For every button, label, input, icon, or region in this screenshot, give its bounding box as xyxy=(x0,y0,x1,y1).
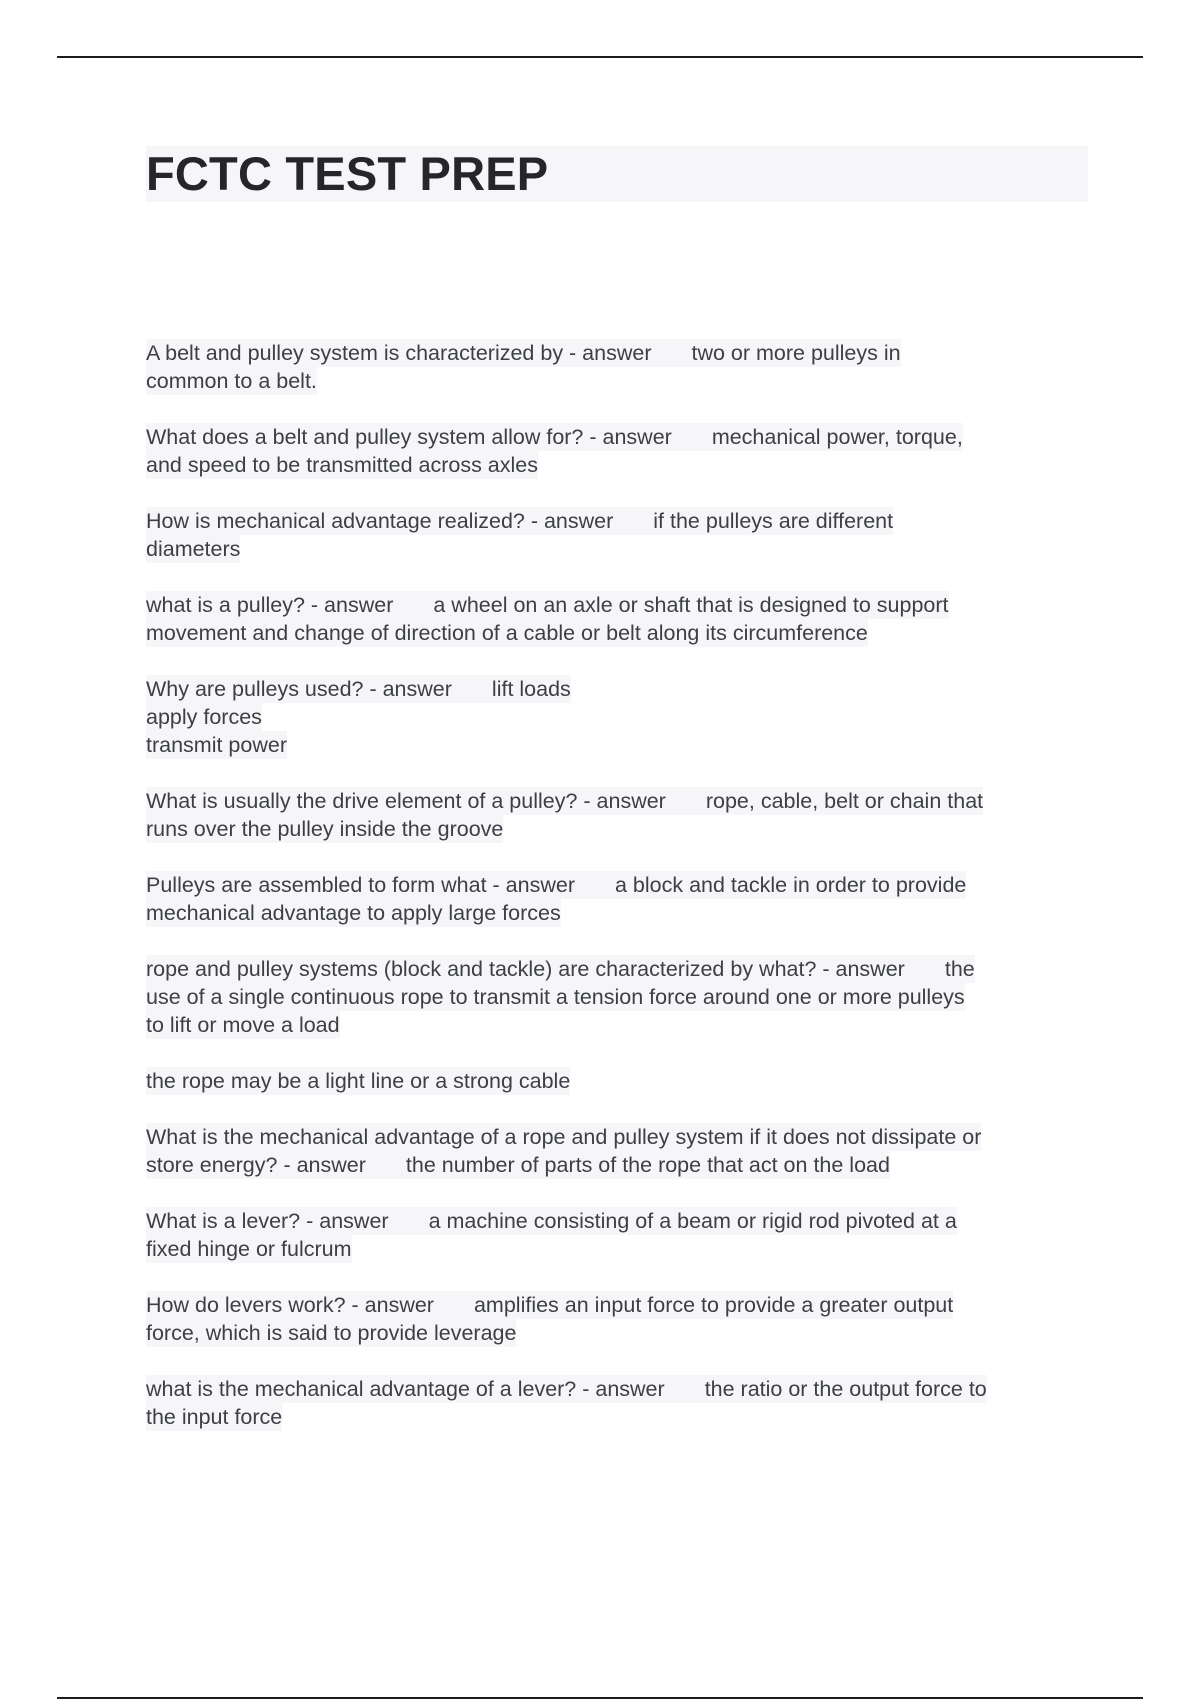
qa-item xyxy=(146,1123,1088,1179)
qa-item xyxy=(146,871,1088,927)
answer-continuation: diameters xyxy=(146,537,241,561)
answer-text: a block and tackle in order to provide xyxy=(614,873,967,897)
page-bottom-rule xyxy=(57,1697,1143,1699)
answer-continuation: transmit power xyxy=(146,733,287,757)
question-text: Why are pulleys used? - answer xyxy=(146,677,452,701)
question-text: How do levers work? - answer xyxy=(146,1293,434,1317)
answer-continuation: to lift or move a load xyxy=(146,1013,340,1037)
question-text: what is the mechanical advantage of a lever? - answer xyxy=(146,1377,665,1401)
answer-continuation: mechanical advantage to apply large forces xyxy=(146,901,561,925)
answer-continuation: apply forces xyxy=(146,705,262,729)
qa-item xyxy=(146,1067,1088,1095)
answer-text: the xyxy=(944,957,975,981)
answer-text: a machine consisting of a beam or rigid rod pivoted at a xyxy=(428,1209,957,1233)
qa-item xyxy=(146,787,1088,843)
question-text: What is usually the drive element of a pulley? - answer xyxy=(146,789,666,813)
answer-text: if the pulleys are different xyxy=(653,509,894,533)
answer-continuation: force, which is said to provide leverage xyxy=(146,1321,517,1345)
answer-continuation: use of a single continuous rope to transmit a tension force around one or more pulleys xyxy=(146,985,965,1009)
qa-item xyxy=(146,591,1088,647)
qa-item xyxy=(146,1207,1088,1263)
qa-item xyxy=(146,675,1088,759)
question-text: what is a pulley? - answer xyxy=(146,593,394,617)
qa-item xyxy=(146,955,1088,1039)
question-text: rope and pulley systems (block and tackle) are characterized by what? - answer xyxy=(146,957,905,981)
qa-item xyxy=(146,423,1088,479)
qa-list xyxy=(146,339,1088,1459)
answer-continuation: movement and change of direction of a cable or belt along its circumference xyxy=(146,621,868,645)
question-text: Pulleys are assembled to form what - answer xyxy=(146,873,575,897)
answer-text: rope, cable, belt or chain that xyxy=(705,789,984,813)
answer-text: two or more pulleys in xyxy=(691,341,901,365)
question-text: What is a lever? - answer xyxy=(146,1209,389,1233)
answer-continuation: and speed to be transmitted across axles xyxy=(146,453,538,477)
answer-text: the ratio or the output force to xyxy=(704,1377,987,1401)
question-text: What is the mechanical advantage of a rope and pulley system if it does not dissipate or xyxy=(146,1125,982,1149)
page-title: FCTC TEST PREP xyxy=(146,146,1088,202)
answer-continuation: the input force xyxy=(146,1405,283,1429)
answer-continuation: runs over the pulley inside the groove xyxy=(146,817,504,841)
answer-text: mechanical power, torque, xyxy=(711,425,963,449)
qa-item xyxy=(146,1291,1088,1347)
answer-continuation: the rope may be a light line or a strong cable xyxy=(146,1069,571,1093)
answer-text: the number of parts of the rope that act on the load xyxy=(405,1153,890,1177)
answer-continuation: common to a belt. xyxy=(146,369,317,393)
answer-text: lift loads xyxy=(491,677,571,701)
question-text: How is mechanical advantage realized? - answer xyxy=(146,509,614,533)
answer-continuation: fixed hinge or fulcrum xyxy=(146,1237,352,1261)
question-text: A belt and pulley system is characterized by - answer xyxy=(146,341,652,365)
question-text: store energy? - answer xyxy=(146,1153,366,1177)
qa-item xyxy=(146,339,1088,395)
answer-text: amplifies an input force to provide a greater output xyxy=(473,1293,954,1317)
qa-item xyxy=(146,1375,1088,1431)
qa-item xyxy=(146,507,1088,563)
question-text: What does a belt and pulley system allow for? - answer xyxy=(146,425,672,449)
answer-text: a wheel on an axle or shaft that is designed to support xyxy=(433,593,949,617)
page-top-rule xyxy=(57,56,1143,58)
